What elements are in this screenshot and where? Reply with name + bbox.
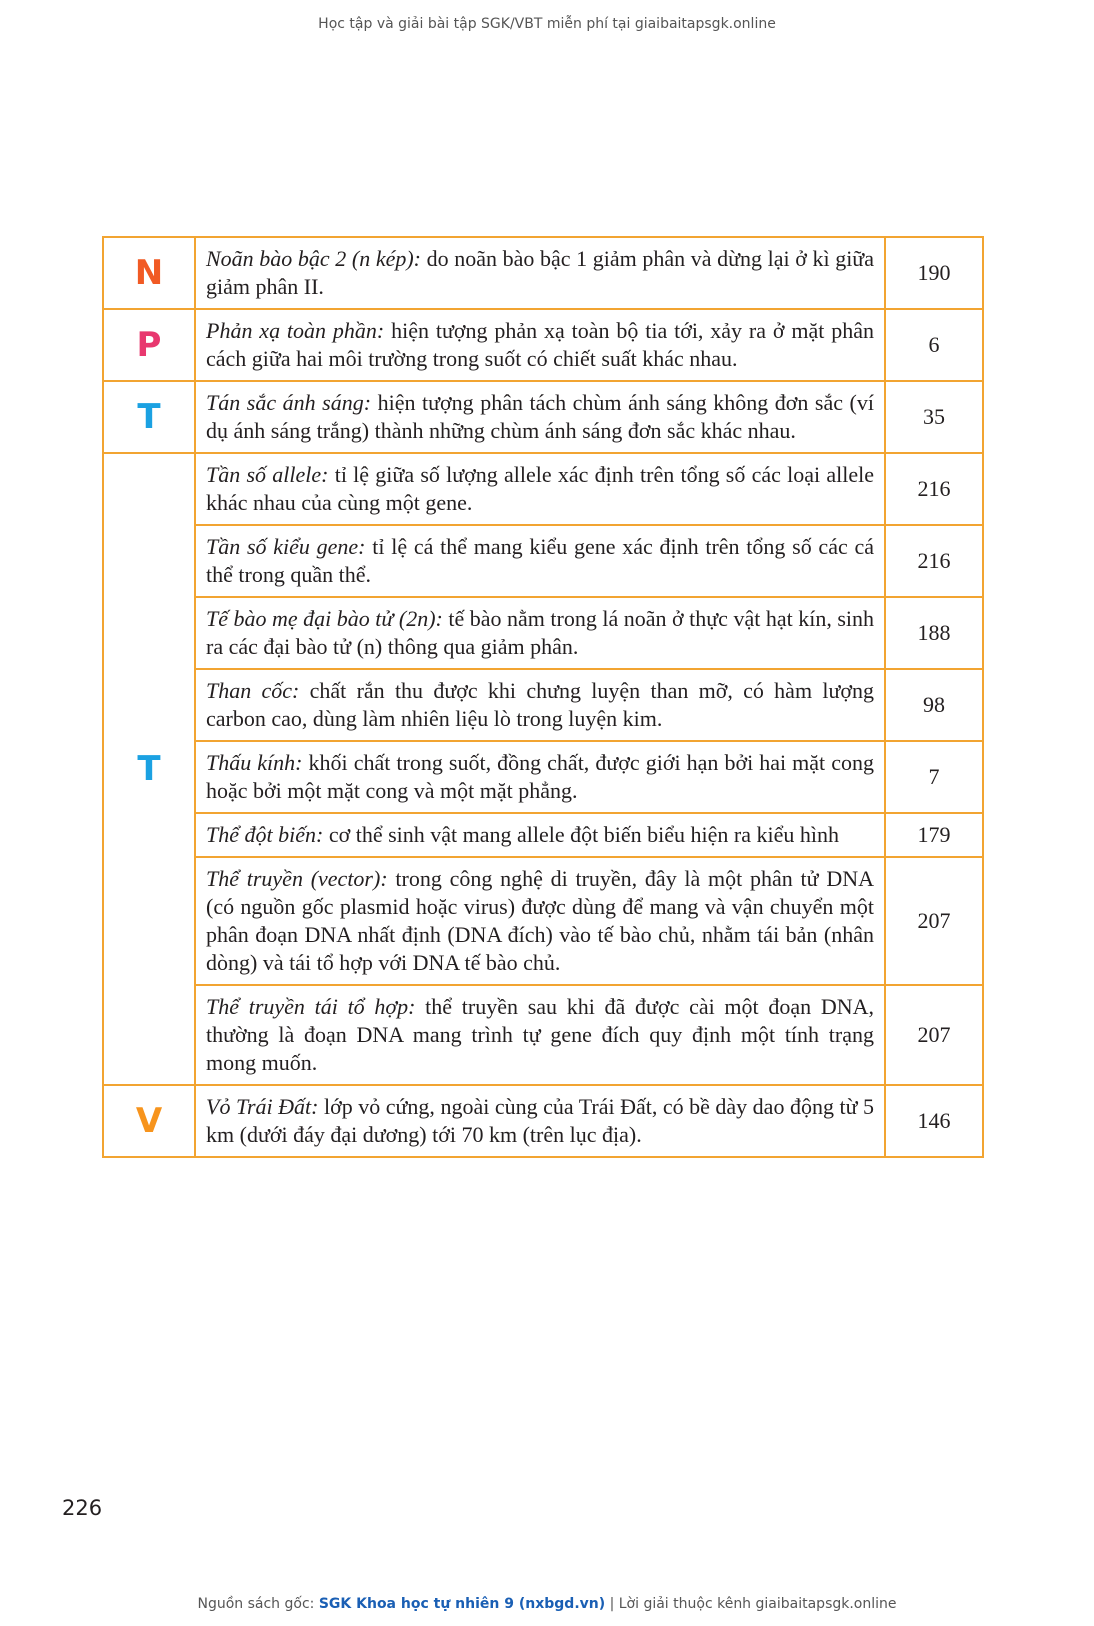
page-ref: 190 — [885, 237, 983, 309]
definition-cell — [195, 813, 885, 857]
index-letter-n: N — [134, 253, 164, 293]
glossary-row — [103, 597, 983, 669]
glossary-row — [103, 1085, 983, 1157]
index-letter-t: T — [137, 397, 161, 437]
index-letter-cell — [103, 309, 195, 381]
definition: hiện tượng phản xạ toàn bộ tia tới, xảy ra ở mặt phân cách giữa hai môi trường trong suốt có chiết suất khác nhau. — [206, 318, 874, 371]
term: Thể truyền (vector): — [206, 866, 388, 891]
definition: cơ thể sinh vật mang allele đột biến biểu hiện ra kiểu hình — [323, 822, 839, 847]
definition-cell — [195, 381, 885, 453]
page-number: 226 — [62, 1496, 103, 1520]
index-letter-cell — [103, 381, 195, 453]
page-ref: 188 — [885, 597, 983, 669]
definition: khối chất trong suốt, đồng chất, được giới hạn bởi hai mặt cong hoặc bởi một mặt cong và một mặt phẳng. — [206, 750, 874, 803]
glossary-row — [103, 813, 983, 857]
definition-cell — [195, 985, 885, 1085]
page-ref: 207 — [885, 857, 983, 985]
definition-cell — [195, 857, 885, 985]
definition-cell — [195, 1085, 885, 1157]
glossary-row — [103, 453, 983, 525]
index-letter-cell — [103, 453, 195, 1085]
term: Tán sắc ánh sáng: — [206, 390, 372, 415]
term: Tần số allele: — [206, 462, 329, 487]
definition: tỉ lệ cá thể mang kiểu gene xác định trên tổng số các cá thể trong quần thể. — [206, 534, 874, 587]
definition: trong công nghệ di truyền, đây là một phân tử DNA (có nguồn gốc plasmid hoặc virus) được dùng để mang và vận chuyển một phân đoạn DNA nhất định (DNA đích) vào tế bào chủ, nhằm tái bản (nhân dòng) và tái tổ hợp với DNA tế bào chủ. — [206, 866, 874, 975]
term: Tế bào mẹ đại bào tử (2n): — [206, 606, 443, 631]
definition-cell — [195, 237, 885, 309]
source-link[interactable]: SGK Khoa học tự nhiên 9 (nxbgd.vn) — [318, 1596, 606, 1612]
glossary-row — [103, 985, 983, 1085]
glossary-row — [103, 381, 983, 453]
index-letter-t: T — [137, 749, 161, 789]
term: Tần số kiểu gene: — [206, 534, 366, 559]
page-ref: 6 — [885, 309, 983, 381]
definition: tế bào nằm trong lá noãn ở thực vật hạt kín, sinh ra các đại bào tử (n) thông qua giảm phân. — [206, 606, 875, 659]
definition-cell — [195, 525, 885, 597]
definition-cell — [195, 309, 885, 381]
page-ref: 146 — [885, 1085, 983, 1157]
term: Thể đột biến: — [206, 822, 324, 847]
term: Thấu kính: — [206, 750, 303, 775]
source-footer — [0, 1596, 1094, 1612]
definition-cell — [195, 669, 885, 741]
page-ref: 207 — [885, 985, 983, 1085]
term: Noãn bào bậc 2 (n kép): — [206, 246, 422, 271]
definition: hiện tượng phân tách chùm ánh sáng không đơn sắc (ví dụ ánh sáng trắng) thành những chùm ánh sáng đơn sắc khác nhau. — [206, 390, 874, 443]
page-ref: 7 — [885, 741, 983, 813]
definition-cell — [195, 453, 885, 525]
glossary-table — [102, 236, 984, 1158]
term: Than cốc: — [206, 678, 300, 703]
definition: tỉ lệ giữa số lượng allele xác định trên tổng số các loại allele khác nhau của cùng một gene. — [206, 462, 874, 515]
page-ref: 216 — [885, 525, 983, 597]
definition-cell — [195, 741, 885, 813]
glossary-row — [103, 741, 983, 813]
term: Phản xạ toàn phần: — [206, 318, 385, 343]
index-letter-p: P — [136, 325, 162, 365]
site-header: Học tập và giải bài tập SGK/VBT miễn phí tại giaibaitapsgk.online — [318, 16, 776, 32]
term: Thể truyền tái tổ hợp: — [206, 994, 416, 1019]
glossary-row — [103, 669, 983, 741]
page-ref: 98 — [885, 669, 983, 741]
glossary-row — [103, 309, 983, 381]
page-ref: 179 — [885, 813, 983, 857]
index-letter-cell — [103, 1085, 195, 1157]
glossary-row — [103, 237, 983, 309]
footer-suffix: | Lời giải thuộc kênh giaibaitapsgk.online — [605, 1596, 897, 1612]
index-letter-v: V — [135, 1101, 163, 1141]
footer-prefix: Nguồn sách gốc: — [197, 1596, 319, 1612]
term: Vỏ Trái Đất: — [206, 1094, 319, 1119]
definition: lớp vỏ cứng, ngoài cùng của Trái Đất, có bề dày dao động từ 5 km (dưới đáy đại dương) tới 70 km (trên lục địa). — [206, 1094, 875, 1147]
glossary-row — [103, 525, 983, 597]
index-letter-cell — [103, 237, 195, 309]
glossary-row — [103, 857, 983, 985]
definition: thể truyền sau khi đã được cài một đoạn DNA, thường là đoạn DNA mang trình tự gene đích quy định một tính trạng mong muốn. — [206, 994, 874, 1075]
definition-cell — [195, 597, 885, 669]
definition: do noãn bào bậc 1 giảm phân và dừng lại ở kì giữa giảm phân II. — [206, 246, 874, 299]
page-ref: 216 — [885, 453, 983, 525]
definition: chất rắn thu được khi chưng luyện than mỡ, có hàm lượng carbon cao, dùng làm nhiên liệu lò trong luyện kim. — [206, 678, 875, 731]
page-ref: 35 — [885, 381, 983, 453]
